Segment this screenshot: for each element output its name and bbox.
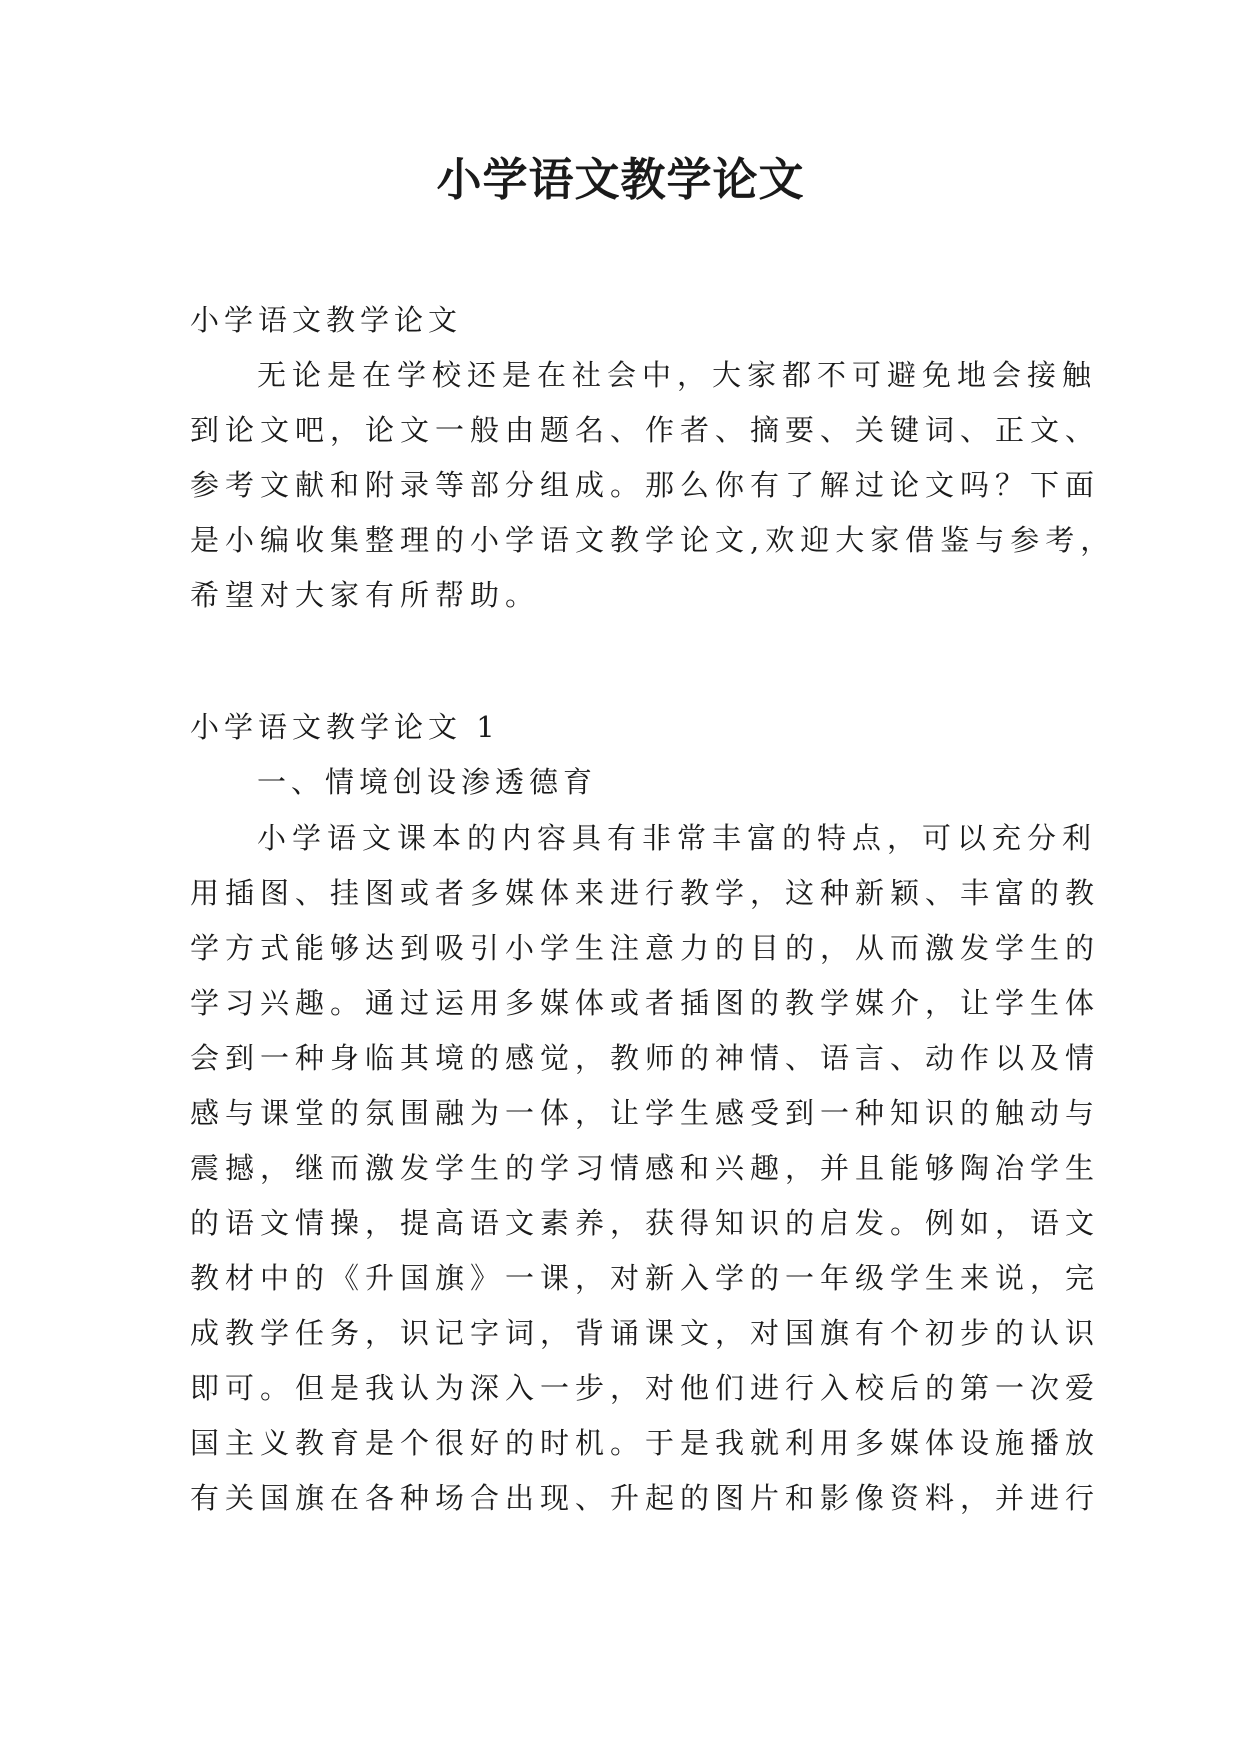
body-line-4: 学习兴趣。通过运用多媒体或者插图的教学媒介，让学生体 [190,986,1101,1020]
intro-line-3: 参考文献和附录等部分组成。那么你有了解过论文吗？下面 [190,468,1101,502]
body-line-5: 会到一种身临其境的感觉，教师的神情、语言、动作以及情 [190,1041,1101,1075]
intro-line-1: 无论是在学校还是在社会中，大家都不可避免地会接触 [257,358,1098,392]
body-line-2: 用插图、挂图或者多媒体来进行教学，这种新颖、丰富的教 [190,876,1101,910]
body-line-10: 成教学任务，识记字词，背诵课文，对国旗有个初步的认识 [190,1316,1101,1350]
body-line-8: 的语文情操，提高语文素养，获得知识的启发。例如，语文 [190,1206,1101,1240]
body-line-6: 感与课堂的氛围融为一体，让学生感受到一种知识的触动与 [190,1096,1101,1130]
body-line-12: 国主义教育是个很好的时机。于是我就利用多媒体设施播放 [190,1426,1101,1460]
section-subheading: 一、情境创设渗透德育 [257,765,598,799]
intro-line-2: 到论文吧，论文一般由题名、作者、摘要、关键词、正文、 [190,413,1101,447]
intro-line-4: 是小编收集整理的小学语文教学论文,欢迎大家借鉴与参考， [190,523,1116,557]
subtitle: 小学语文教学论文 [190,303,463,337]
body-line-11: 即可。但是我认为深入一步，对他们进行入校后的第一次爱 [190,1371,1101,1405]
section-heading: 小学语文教学论文 1 [190,710,500,744]
body-line-13: 有关国旗在各种场合出现、升起的图片和影像资料，并进行 [190,1481,1101,1515]
body-line-3: 学方式能够达到吸引小学生注意力的目的，从而激发学生的 [190,931,1101,965]
document-title: 小学语文教学论文 [436,153,805,206]
body-line-1: 小学语文课本的内容具有非常丰富的特点，可以充分利 [257,821,1098,855]
intro-line-5: 希望对大家有所帮助。 [190,578,541,612]
body-line-9: 教材中的《升国旗》一课，对新入学的一年级学生来说，完 [190,1261,1101,1295]
body-line-7: 震撼，继而激发学生的学习情感和兴趣，并且能够陶冶学生 [190,1151,1101,1185]
